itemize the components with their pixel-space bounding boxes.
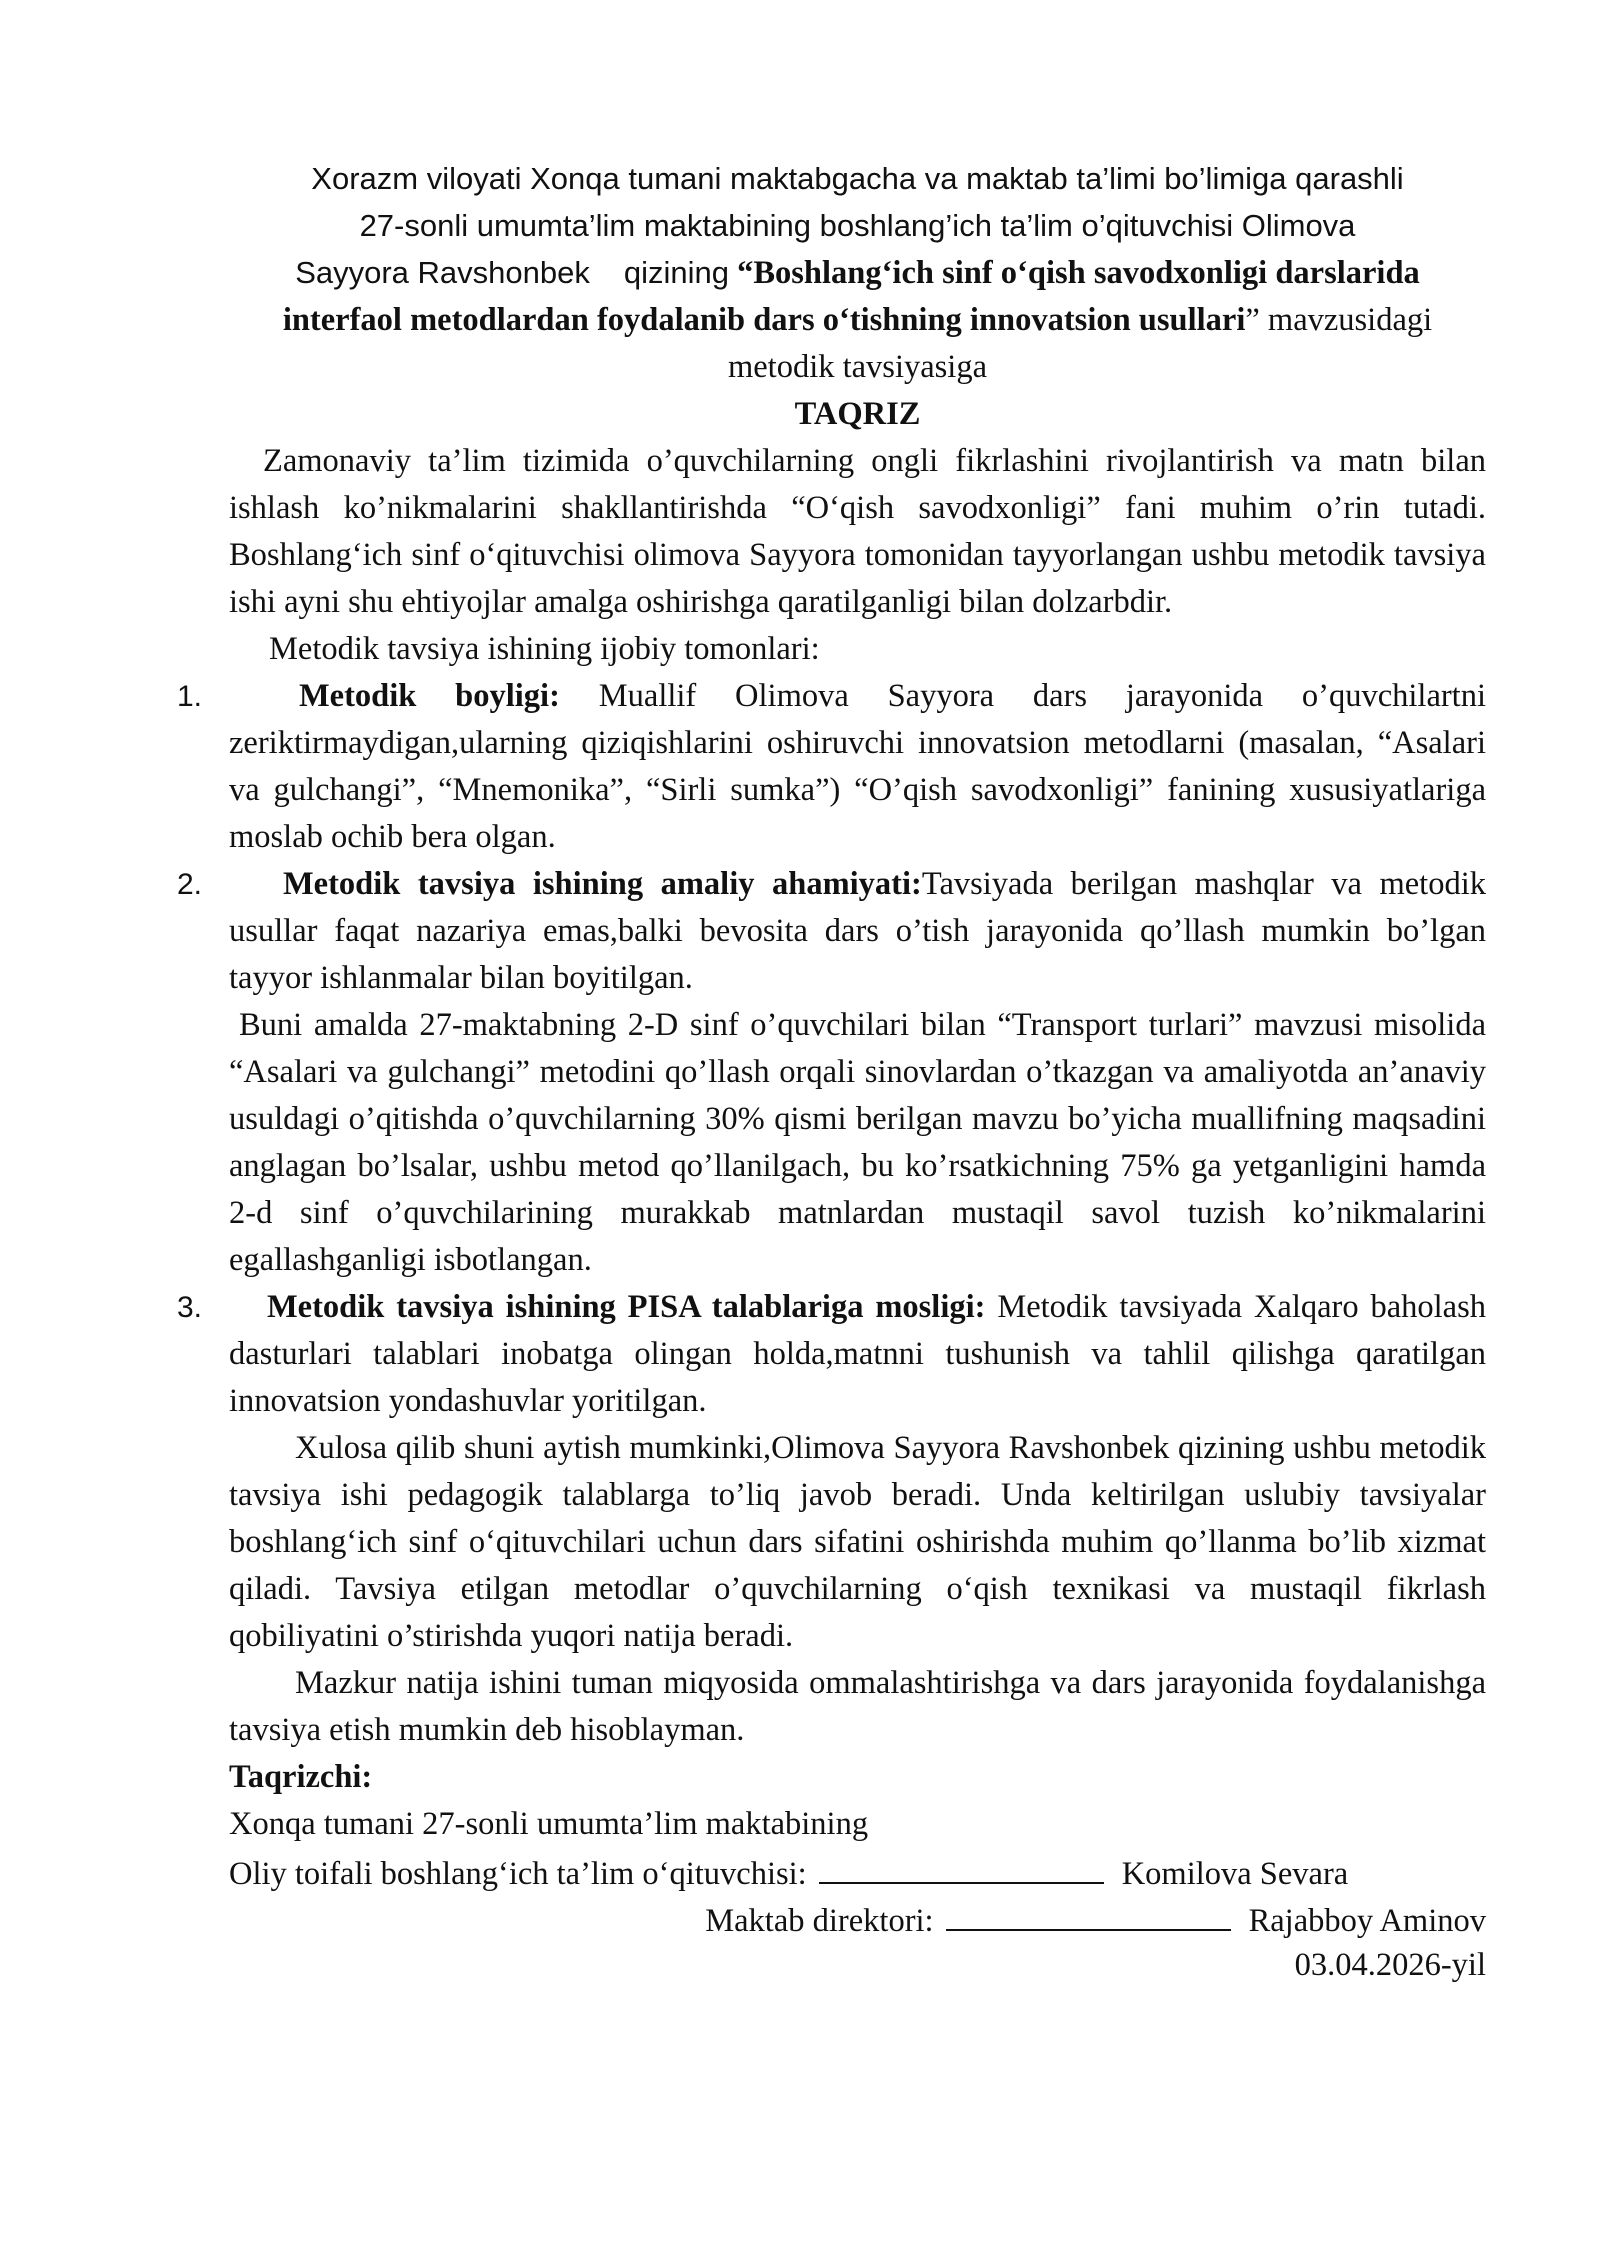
reviewer-role: Oliy toifali boshlang‘ich ta’lim o‘qituvchisi: <box>229 1856 807 1892</box>
conclusion-paragraph: Xulosa qilib shuni aytish mumkinki,Olimova Sayyora Ravshonbek qizining ushbu metodik tavsiya ishi pedagogik talablarga to’liq javob beradi. Unda keltirilgan uslubiy tavsiyalar boshlang‘ich sinf o‘qituvchilari uchun dars sifatini oshirishda muhim qo’llanma bo’lib xizmat qiladi. Tavsiya etilgan metodlar o’quvchilarning o‘qish texnikasi va mustaqil fikrlash qobiliyatini o’stirishda yuqori natija beradi. <box>229 1430 1486 1654</box>
director-role: Maktab direktori: <box>705 1903 934 1939</box>
list-item-number: 2. <box>177 868 203 901</box>
page-title: TAQRIZ <box>794 396 921 432</box>
document-header <box>229 155 1486 391</box>
signature-label: Taqrizchi: <box>229 1759 373 1795</box>
intro-paragraph: Zamonaviy ta’lim tizimida o’quvchilarning ongli fikrlashini rivojlantirish va matn bilan ishlash ko’nikmalarini shakllantirishda “O‘qish savodxonligi” fani muhim o’rin tutadi. Boshlang‘ich sinf o‘qituvchisi olimova Sayyora tomonidan tayyorlangan ushbu metodik tavsiya ishi ayni shu ehtiyojlar amalga oshirishga qaratilganligi bilan dolzarbdir. <box>229 443 1486 620</box>
director-line <box>229 1895 1486 1942</box>
positives-heading: Metodik tavsiya ishining ijobiy tomonlari: <box>269 631 820 667</box>
list-item-heading: Metodik tavsiya ishining PISA talablariga mosligi: <box>267 1289 986 1325</box>
topic-tail: ” mavzusidagi metodik tavsiyasiga <box>727 302 1433 385</box>
header-topic <box>259 249 1456 391</box>
document-body <box>177 155 1486 1989</box>
reviewer-organization: Xonqa tumani 27-sonli umumta’lim maktabining <box>229 1806 869 1842</box>
list-item-number: 1. <box>177 680 203 713</box>
positives-list <box>177 673 1486 1425</box>
list-item <box>177 1284 1486 1425</box>
list-item <box>177 673 1486 861</box>
list-item-body <box>229 1284 1486 1425</box>
list-item-body <box>229 861 1486 1002</box>
list-item-text: Muallif Olimova Sayyora dars jarayonida o’quvchilartni zeriktirmaydigan,ularning qiziqishlarini oshiruvchi innovatsion metodlarni (masalan, “Asalari va gulchangi”, “Mnemonika”, “Sirli sumka”) “O’qish savodxonligi” fanining xususiyatlariga moslab ochib bera olgan. <box>229 678 1486 855</box>
reviewer-signature-line <box>819 1848 1104 1884</box>
recommendation-paragraph: Mazkur natija ishini tuman miqyosida ommalashtirishga va dars jarayonida foydalanishga tavsiya etish mumkin deb hisoblayman. <box>229 1665 1486 1748</box>
director-name: Rajabboy Aminov <box>1248 1903 1486 1939</box>
list-item-extra: Buni amalda 27-maktabning 2-D sinf o’quvchilari bilan “Transport turlari” mavzusi misolida “Asalari va gulchangi” metodini qo’llash orqali sinovlardan o’tkazgan va amaliyotda an’anaviy usuldagi o’qitishda o’quvchilarning 30% qismi berilgan mavzu bo’yicha muallifning maqsadini anglagan bo’lsalar, ushbu metod qo’llanilgach, bu ko’rsatkichning 75% ga yetganligini hamda 2-d sinf o’quvchilarining murakkab matnlardan mustaqil savol tuzish ko’nikmalarini egallashganligi isbotlangan. <box>229 1007 1486 1278</box>
director-signature-line <box>946 1895 1231 1931</box>
author-name: Sayyora Ravshonbek <box>295 255 590 290</box>
reviewer-name: Komilova Sevara <box>1121 1856 1349 1892</box>
list-item-text: Tavsiyada berilgan mashqlar va metodik usullar faqat nazariya emas,balki bevosita dars o’tish jarayonida qo’llash mumkin bo’lgan tayyor ishlanmalar bilan boyitilgan. <box>229 866 1486 996</box>
header-line-1: Xorazm viloyati Xonqa tumani maktabgacha va maktab ta’limi bo’limiga qarashli <box>311 161 1404 196</box>
reviewer-line <box>229 1848 1486 1895</box>
author-suffix: qizining <box>623 255 729 290</box>
header-line-2: 27-sonli umumta’lim maktabining boshlang’ich ta’lim o’qituvchisi Olimova <box>359 208 1356 243</box>
list-item-text: Metodik tavsiyada Xalqaro baholash dasturlari talablari inobatga olingan holda,matnni tushunish va tahlil qilishga qaratilgan innovatsion yondashuvlar yoritilgan. <box>229 1289 1486 1419</box>
list-item-heading: Metodik tavsiya ishining amaliy ahamiyati: <box>283 866 922 902</box>
list-item-body <box>229 673 1486 861</box>
list-item <box>177 861 1486 1284</box>
list-item-heading: Metodik boyligi: <box>299 678 560 714</box>
list-item-number: 3. <box>177 1291 203 1324</box>
signature-block <box>229 1754 1486 1989</box>
document-date: 03.04.2026-yil <box>1294 1947 1486 1983</box>
topic-title: “Boshlang‘ich sinf o‘qish savodxonligi darslarida interfaol metodlardan foydalanib dars o‘tishning innovatsion usullari <box>282 255 1420 338</box>
